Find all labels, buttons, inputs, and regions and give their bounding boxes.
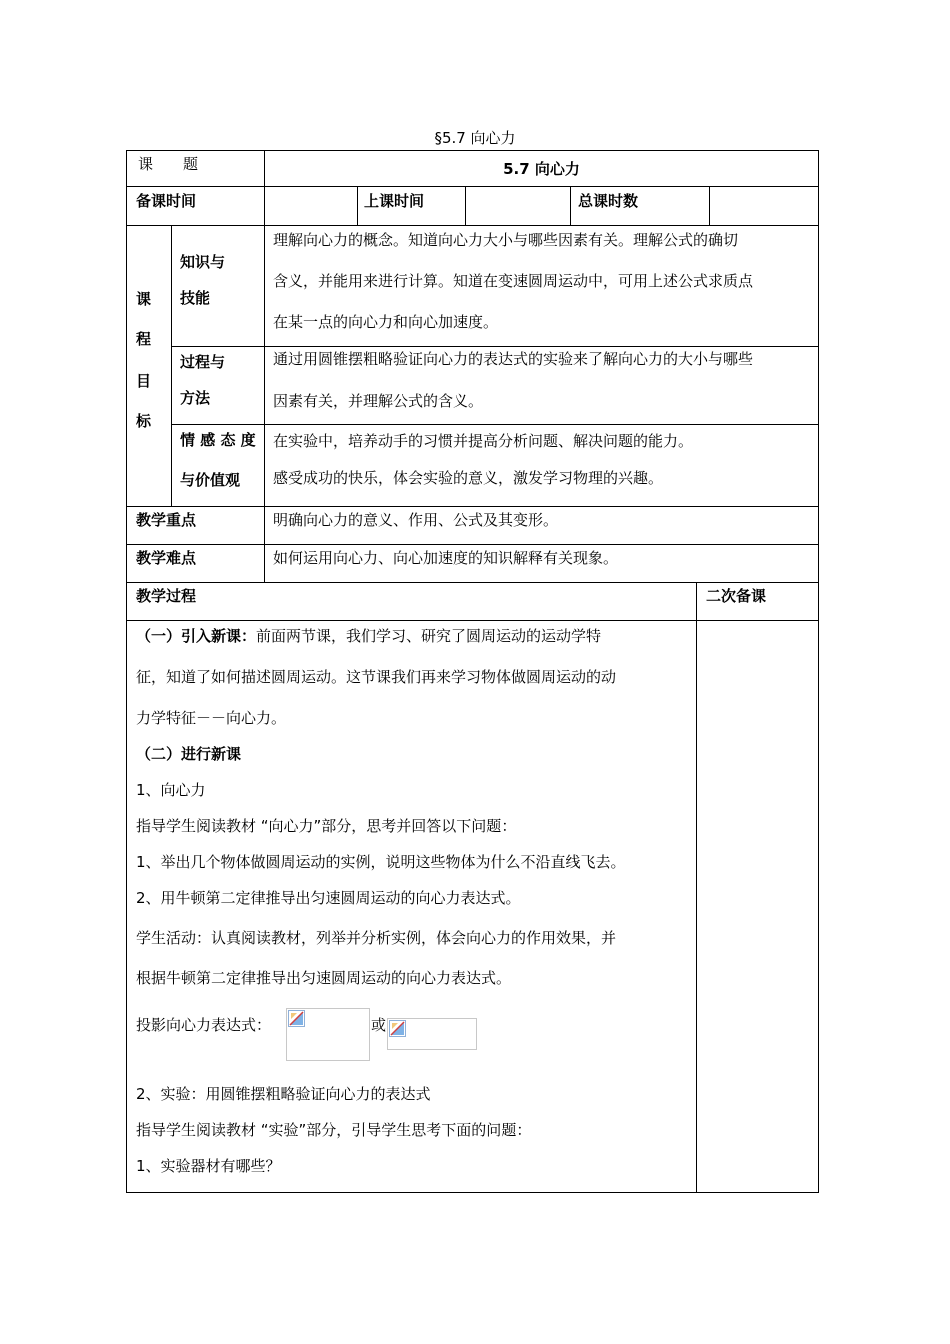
table-rule bbox=[264, 150, 265, 582]
difficult-points-label: 教学难点 bbox=[136, 549, 197, 567]
process-line: 1、向心力 bbox=[136, 781, 206, 799]
process-line: 指导学生阅读教材 “向心力”部分，思考并回答以下问题： bbox=[136, 817, 517, 835]
intro-text: 前面两节课，我们学习、研究了圆周运动的运动学特 bbox=[256, 627, 602, 645]
objective-label: 技能 bbox=[180, 289, 211, 307]
table-rule bbox=[126, 186, 819, 187]
table-rule bbox=[709, 186, 710, 225]
intro-line bbox=[136, 618, 692, 654]
intro-line: 力学特征－－向心力。 bbox=[136, 709, 287, 727]
objectives-label-char: 标 bbox=[136, 412, 152, 430]
objective-text: 含义，并能用来进行计算。知道在变速圆周运动中，可用上述公式求质点 bbox=[273, 272, 754, 290]
second-prep-label: 二次备课 bbox=[706, 587, 767, 605]
key-points-label: 教学重点 bbox=[136, 511, 197, 529]
process-line: 2、用牛顿第二定律推导出匀速圆周运动的向心力表达式。 bbox=[136, 889, 521, 907]
objective-text: 在某一点的向心力和向心加速度。 bbox=[273, 313, 499, 331]
objective-text: 感受成功的快乐，体会实验的意义，激发学习物理的兴趣。 bbox=[273, 469, 664, 487]
formula-image bbox=[387, 1018, 477, 1050]
document-title: §5.7 向心力 bbox=[434, 129, 516, 147]
table-rule bbox=[696, 582, 697, 1193]
broken-image-icon bbox=[288, 1010, 305, 1027]
table-rule bbox=[126, 544, 819, 545]
objective-label: 情 感 态 度 bbox=[180, 431, 256, 449]
objectives-label-char: 程 bbox=[136, 330, 152, 348]
experiment-body bbox=[136, 1076, 692, 1184]
objective-label: 过程与 bbox=[180, 353, 226, 371]
table-rule bbox=[126, 225, 819, 226]
total-hours-label: 总课时数 bbox=[578, 192, 639, 210]
table-rule bbox=[126, 150, 127, 1193]
objective-label: 知识与 bbox=[180, 253, 226, 271]
process-line: 根据牛顿第二定律推导出匀速圆周运动的向心力表达式。 bbox=[136, 969, 512, 987]
objective-text: 在实验中，培养动手的习惯并提高分析问题、解决问题的能力。 bbox=[273, 432, 694, 450]
difficult-points-value: 如何运用向心力、向心加速度的知识解释有关现象。 bbox=[273, 549, 619, 567]
table-rule bbox=[465, 186, 466, 225]
table-rule bbox=[126, 1192, 819, 1193]
or-text: 或 bbox=[371, 1016, 387, 1034]
topic-value: 5.7 向心力 bbox=[503, 160, 580, 178]
intro-line: 征，知道了如何描述圆周运动。这节课我们再来学习物体做圆周运动的动 bbox=[136, 668, 617, 686]
objective-label: 与价值观 bbox=[180, 471, 241, 489]
intro-heading: （一）引入新课： bbox=[136, 627, 257, 645]
table-rule bbox=[171, 424, 819, 425]
objectives-label-char: 目 bbox=[136, 372, 152, 390]
process-line: 1、实验器材有哪些？ bbox=[136, 1157, 281, 1175]
process-line: 学生活动：认真阅读教材，列举并分析实例，体会向心力的作用效果，并 bbox=[136, 929, 617, 947]
objective-label: 方法 bbox=[180, 389, 211, 407]
projection-label: 投影向心力表达式： bbox=[136, 1016, 272, 1034]
table-rule bbox=[171, 225, 172, 506]
process-line: 指导学生阅读教材 “实验”部分，引导学生思考下面的问题： bbox=[136, 1121, 532, 1139]
process-line: 2、实验：用圆锥摆粗略验证向心力的表达式 bbox=[136, 1085, 431, 1103]
table-rule bbox=[570, 186, 571, 225]
key-points-value: 明确向心力的意义、作用、公式及其变形。 bbox=[273, 511, 559, 529]
topic-label: 课 题 bbox=[138, 155, 199, 173]
table-rule bbox=[818, 150, 819, 1193]
objective-text: 通过用圆锥摆粗略验证向心力的表达式的实验来了解向心力的大小与哪些 bbox=[273, 350, 754, 368]
section2-heading: （二）进行新课 bbox=[136, 745, 242, 763]
process-line: 1、举出几个物体做圆周运动的实例，说明这些物体为什么不沿直线飞去。 bbox=[136, 853, 626, 871]
table-rule bbox=[126, 150, 819, 151]
prep-time-label: 备课时间 bbox=[136, 192, 197, 210]
objective-text: 因素有关，并理解公式的含义。 bbox=[273, 392, 484, 410]
formula-image bbox=[286, 1008, 370, 1061]
process-label: 教学过程 bbox=[136, 587, 197, 605]
process-body bbox=[136, 618, 692, 996]
table-rule bbox=[357, 186, 358, 225]
table-rule bbox=[171, 346, 819, 347]
lesson-plan-table bbox=[126, 150, 819, 1193]
objectives-label-char: 课 bbox=[136, 290, 152, 308]
broken-image-icon bbox=[389, 1020, 406, 1037]
table-rule bbox=[126, 582, 819, 583]
objective-text: 理解向心力的概念。知道向心力大小与哪些因素有关。理解公式的确切 bbox=[273, 231, 739, 249]
class-time-label: 上课时间 bbox=[364, 192, 425, 210]
table-rule bbox=[126, 506, 819, 507]
